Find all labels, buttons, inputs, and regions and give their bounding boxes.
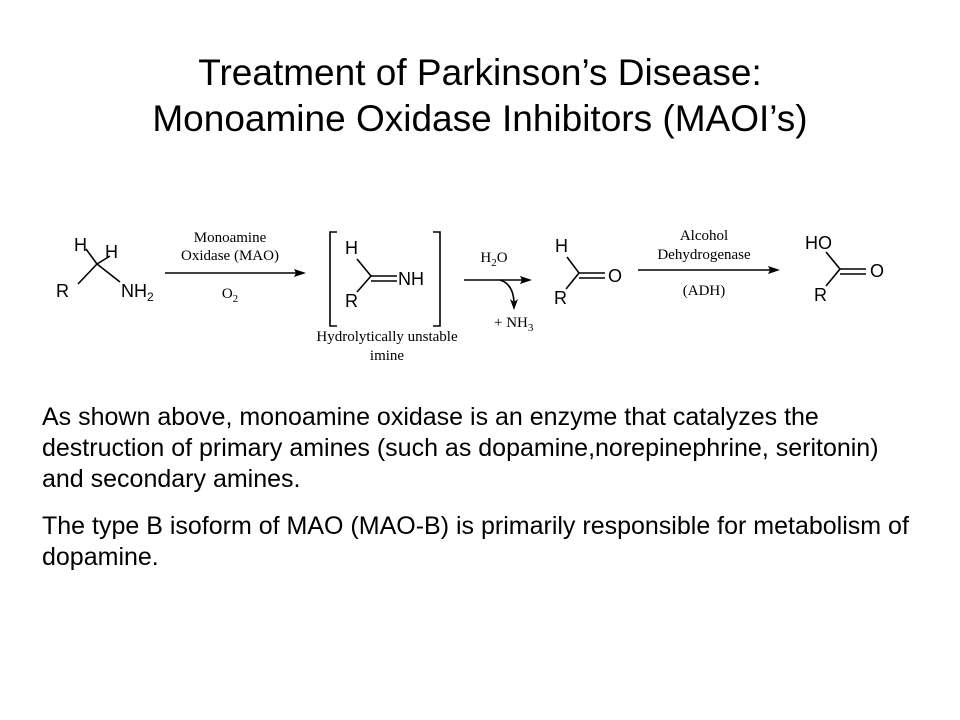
acid-ho: HO [805,233,832,253]
reagent-o2 [222,286,238,305]
reaction-scheme [0,210,960,380]
amine-nh2-group [121,281,154,304]
amine-h-2: H [105,242,118,262]
water-h: H [480,250,492,266]
enzyme-adh-line-3: (ADH) [682,283,726,299]
byproduct-text: + NH [494,315,528,331]
title-line-1: Treatment of Parkinson’s Disease: [198,52,762,93]
byproduct-nh3 [494,315,534,334]
enzyme-adh-line-1: Alcohol [679,228,729,244]
title-line-2: Monoamine Oxidase Inhibitors (MAOI’s) [152,98,808,139]
amine-nh: NH [121,281,147,301]
water-o: O [496,250,508,266]
imine-r: R [345,291,358,311]
enzyme-adh-line-2: Dehydrogenase [657,247,751,263]
imine-caption-line-2: imine [369,348,405,364]
aldehyde-o: O [608,266,623,286]
amine-h-1: H [74,235,87,255]
paragraph-2: The type B isoform of MAO (MAO-B) is primarily responsible for metabolism of dopamine. [42,512,909,571]
body-text [42,402,922,589]
aldehyde-h: H [555,236,568,256]
enzyme-mao-line-1: Monoamine [193,230,267,246]
slide-title [0,50,960,142]
imine-caption-line-1: Hydrolytically unstable [316,329,458,345]
paragraph-1: As shown above, monoamine oxidase is an enzyme that catalyzes the destruction of primary amines (such as dopamine,norepinephrine, seritonin) and secondary amines. [42,403,879,493]
enzyme-mao-line-2: Oxidase (MAO) [181,248,279,264]
reagent-water [480,250,507,269]
amine-r: R [56,281,69,301]
imine-nh: NH [398,269,424,289]
aldehyde-r: R [554,288,567,308]
byproduct-subscript: 3 [527,322,534,334]
reagent-o: O [221,286,233,302]
reagent-o-subscript: 2 [232,293,239,305]
acid-o: O [870,261,885,281]
imine-h: H [345,238,358,258]
acid-r: R [814,285,827,305]
water-subscript: 2 [491,257,497,269]
amine-nh-subscript: 2 [147,290,154,304]
